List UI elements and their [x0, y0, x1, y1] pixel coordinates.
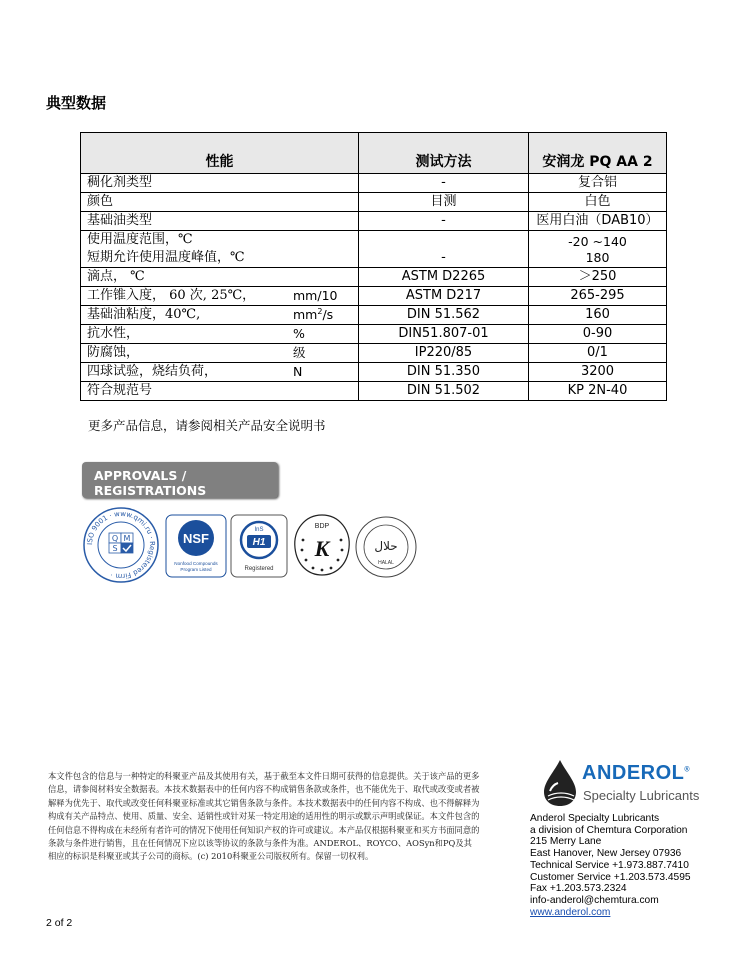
- unit-superscript: 2: [317, 306, 323, 316]
- h1-mark: H1: [252, 537, 266, 548]
- cell-value: 0/1: [529, 344, 667, 363]
- nsf-logo-icon: [165, 514, 227, 578]
- bdp-kosher-icon: [291, 512, 353, 578]
- contact-line: Fax +1.203.573.2324: [530, 883, 627, 895]
- table-row: [81, 363, 667, 382]
- value-line-2: 180: [585, 250, 610, 265]
- contact-line: East Hanover, New Jersey 07936: [530, 848, 682, 860]
- ins-caption: Registered: [244, 566, 274, 572]
- property-unit: mm/10: [293, 288, 338, 303]
- cell-method: 目测: [359, 193, 529, 212]
- cell-value: 复合铝: [529, 174, 667, 193]
- table-row: [81, 306, 667, 325]
- property-unit: [293, 306, 333, 324]
- nsf-caption-1: Nonfood Compounds: [174, 561, 218, 566]
- header-property: 性能: [81, 133, 359, 174]
- property-unit: 级: [293, 345, 306, 360]
- approvals-banner: APPROVALS / REGISTRATIONS: [82, 462, 278, 498]
- cell-property: 滴点， ℃: [81, 268, 359, 287]
- cell-value: 医用白油（DAB10）: [529, 212, 667, 231]
- halal-seal-icon: [355, 514, 417, 580]
- table-row: [81, 231, 667, 268]
- table-row: [81, 382, 667, 401]
- website-link[interactable]: www.anderol.com: [530, 906, 611, 918]
- cell-property: 基础油类型: [81, 212, 359, 231]
- table-header-row: [81, 133, 667, 174]
- property-line-1: 使用温度范围，℃: [87, 232, 193, 247]
- table-row: [81, 325, 667, 344]
- contact-block: [530, 813, 691, 918]
- cell-value: 0-90: [529, 325, 667, 344]
- header-test-method: 测试方法: [359, 133, 529, 174]
- cell-value: 265-295: [529, 287, 667, 306]
- property-label: 基础油粘度，40℃,: [87, 307, 201, 322]
- more-info-note: 更多产品信息，请参阅相关产品安全说明书: [88, 418, 326, 433]
- nsf-label: NSF: [183, 531, 209, 546]
- cell-method: -: [359, 231, 529, 268]
- halal-mark: حلال: [374, 539, 398, 553]
- ins-top-text: InS: [254, 527, 264, 533]
- table-row: [81, 174, 667, 193]
- iso-ring-text: ISO 9001 · www.qmi.ru · Registered Firm ·: [85, 509, 157, 581]
- legal-disclaimer: 本文件包含的信息与一种特定的科聚亚产品及其使用有关，基于截至本文件日期可获得的信息提供。关于该产品的更多信息，请参阅材料安全数据表。本技术数据表中的任何内容不构成销售条款或条件，也不能优先于、取代或改变或者被解释为优先于、取代或改变任何科聚亚标准或其它销售条款与条件。本技术数据表中的任何内容不构成、也不得解释为构成有关产品特点、使用、质量、安全、适销性或针对某一特定用途的适用性的明示或默示声明或保证。本文件包含的任何信息不得构成在未经所有者许可的情况下使用任何知识产权的许可或建议。本产品仅根据科聚亚和买方书面同意的条款与条件进行销售，且在任何情况下应以该等协议的条款与条件为准。ANDEROL、ROYCO、AOSyn和PQ及其相应的标识是科聚亚或其子公司的商标。(c) 2010科聚亚公司版权所有。保留一切权利。: [48, 771, 480, 862]
- cell-property: 颜色: [81, 193, 359, 212]
- table-row: [81, 268, 667, 287]
- property-label: 四球试验，烧结负荷，: [87, 364, 218, 379]
- contact-email: info-anderol@chemtura.com: [530, 894, 659, 906]
- kosher-mark: K: [314, 536, 330, 561]
- cell-method: -: [359, 174, 529, 193]
- cell-property: [81, 287, 359, 306]
- registered-mark: ®: [684, 766, 691, 774]
- contact-line: Customer Service +1.203.573.4595: [530, 871, 691, 883]
- page-number: 2 of 2: [46, 917, 73, 929]
- cell-value: 160: [529, 306, 667, 325]
- contact-line: 215 Merry Lane: [530, 836, 602, 848]
- property-label: 防腐蚀，: [87, 345, 140, 360]
- halal-caption: HALAL: [378, 560, 394, 566]
- property-label: 抗水性，: [87, 326, 140, 341]
- property-unit: N: [293, 364, 303, 379]
- header-product: 安润龙 PQ AA 2: [529, 133, 667, 174]
- table-row: [81, 193, 667, 212]
- iso-9001-seal-icon: [82, 506, 160, 584]
- cell-property: [81, 325, 359, 344]
- property-unit: %: [293, 326, 305, 341]
- ins-h1-registered-icon: [230, 514, 288, 578]
- anderol-brand-subtitle: Specialty Lubricants: [583, 788, 700, 803]
- iso-letter-s: S: [112, 544, 118, 553]
- cell-value: KP 2N-40: [529, 382, 667, 401]
- contact-line: Technical Service +1.973.887.7410: [530, 859, 689, 871]
- value-line-1: -20 ~140: [568, 234, 627, 249]
- cell-method: DIN 51.350: [359, 363, 529, 382]
- table-row: [81, 344, 667, 363]
- anderol-drop-icon: [540, 758, 580, 808]
- contact-line: Anderol Specialty Lubricants: [530, 813, 660, 824]
- cell-method: ASTM D2265: [359, 268, 529, 287]
- unit-base: mm: [293, 307, 318, 322]
- unit-tail: /s: [322, 307, 334, 322]
- cell-property: [81, 231, 359, 268]
- cell-property: [81, 306, 359, 325]
- cell-property: 稠化剂类型: [81, 174, 359, 193]
- typical-data-table: [80, 132, 667, 401]
- cell-value: ＞250: [529, 268, 667, 287]
- brand-name-text: ANDEROL: [582, 762, 685, 784]
- cell-method: DIN51.807-01: [359, 325, 529, 344]
- anderol-brand-name: [582, 762, 690, 785]
- property-label: 工作锥入度， 60 次, 25℃，: [87, 288, 256, 303]
- cell-value: [529, 231, 667, 268]
- bdp-top-text: BDP: [314, 523, 330, 530]
- cell-method: IP220/85: [359, 344, 529, 363]
- iso-letter-m: M: [123, 534, 131, 543]
- contact-line: a division of Chemtura Corporation: [530, 824, 688, 836]
- cell-method: -: [359, 212, 529, 231]
- cell-property: 符合规范号: [81, 382, 359, 401]
- page-heading: 典型数据: [46, 94, 107, 112]
- cell-method: DIN 51.562: [359, 306, 529, 325]
- nsf-caption-2: Program Listed: [180, 567, 212, 572]
- cell-method: ASTM D217: [359, 287, 529, 306]
- table-row: [81, 212, 667, 231]
- cell-value: 3200: [529, 363, 667, 382]
- iso-letter-q: Q: [111, 534, 119, 543]
- cell-property: [81, 344, 359, 363]
- cell-value: 白色: [529, 193, 667, 212]
- cell-property: [81, 363, 359, 382]
- table-row: [81, 287, 667, 306]
- cell-method: DIN 51.502: [359, 382, 529, 401]
- property-line-2: 短期允许使用温度峰值，℃: [87, 250, 245, 265]
